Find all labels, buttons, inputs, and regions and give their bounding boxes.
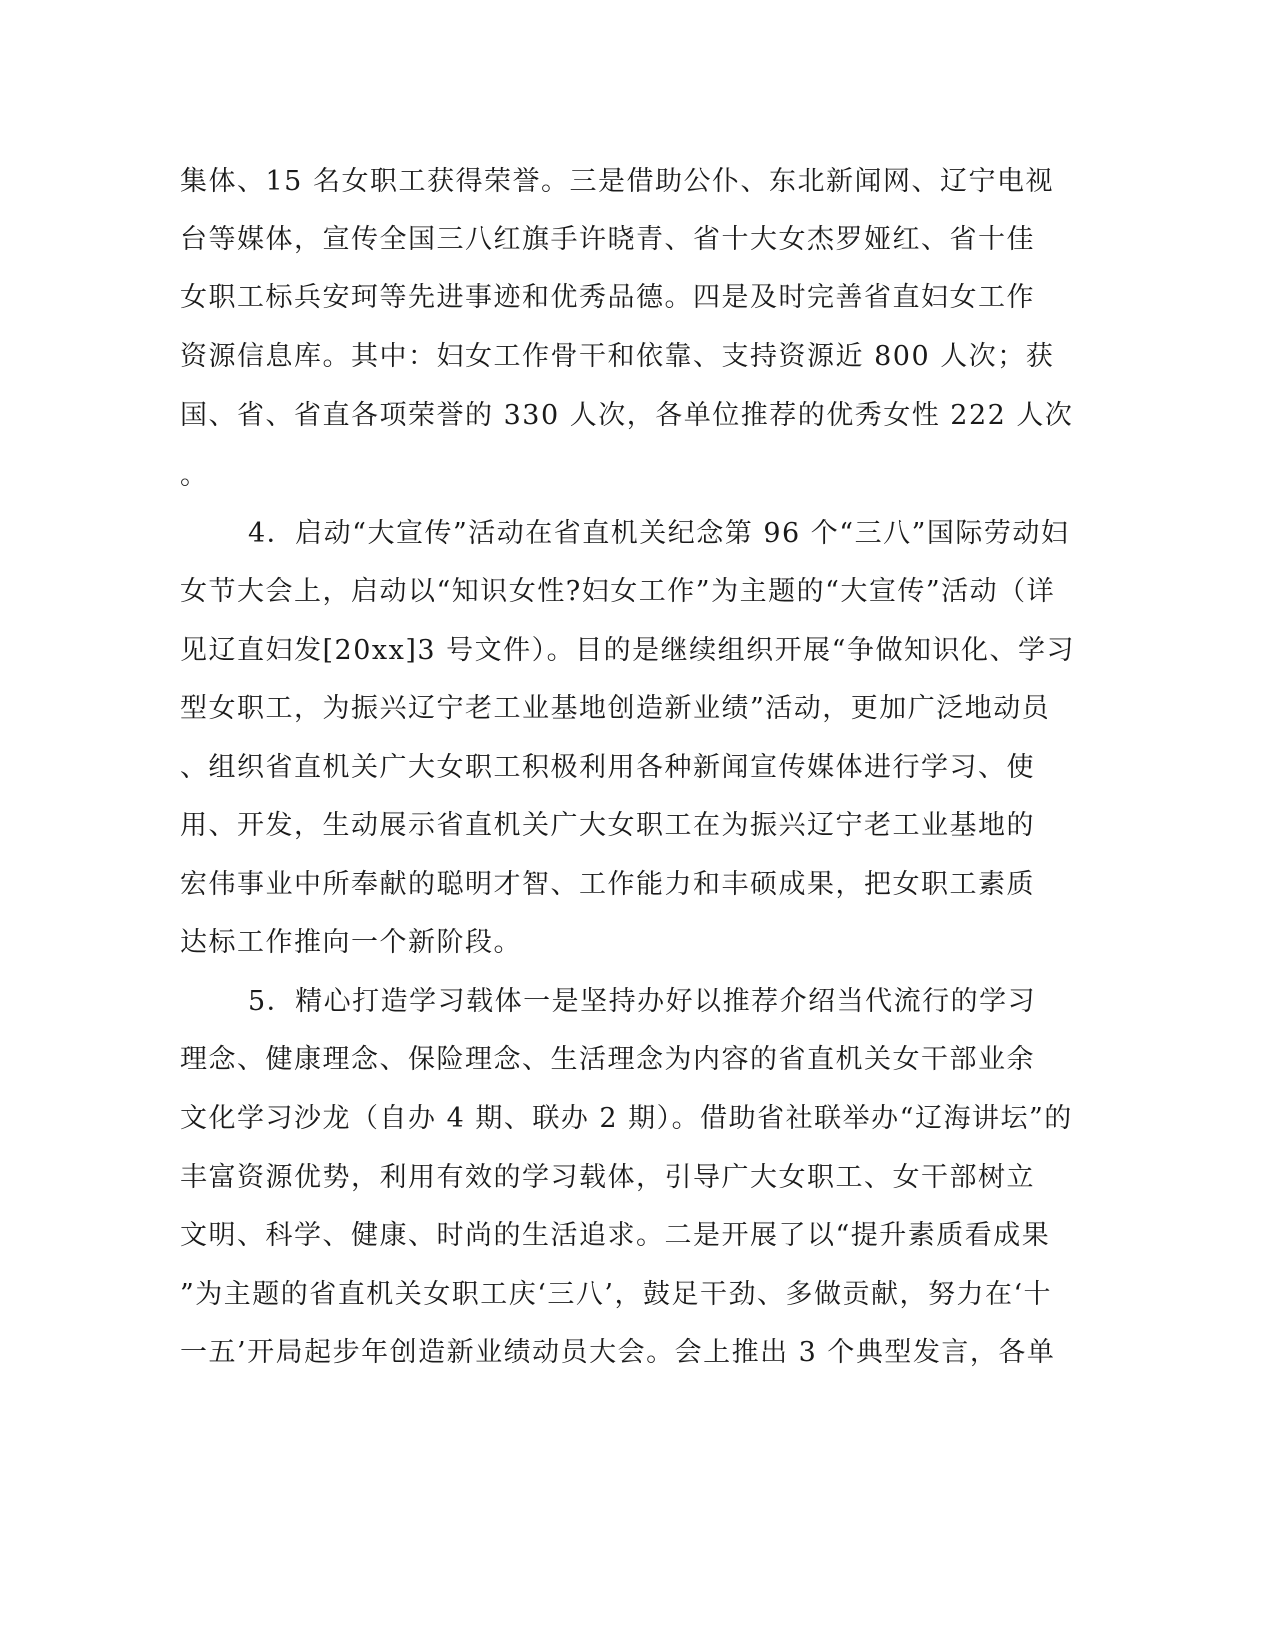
text-line: 台等媒体，宣传全国三八红旗手许晓青、省十大女杰罗娅红、省十佳 (180, 224, 1035, 255)
text-line: 宏伟事业中所奉献的聪明才智、工作能力和丰硕成果，把女职工素质 (180, 869, 1035, 900)
text-line: 。 (180, 460, 209, 491)
text-line: 女职工标兵安珂等先进事迹和优秀品德。四是及时完善省直妇女工作 (180, 282, 1035, 313)
text-line: 女节大会上，启动以“知识女性?妇女工作”为主题的“大宣传”活动（详 (180, 576, 1056, 607)
text-line: 集体、15 名女职工获得荣誉。三是借助公仆、东北新闻网、辽宁电视 (180, 166, 1054, 197)
paragraph-4-first-line: 4．启动“大宣传”活动在省直机关纪念第 96 个“三八”国际劳动妇 (248, 518, 1070, 549)
text-line: 资源信息库。其中：妇女工作骨干和依靠、支持资源近 800 人次；获 (180, 341, 1055, 372)
text-line: 文明、科学、健康、时尚的生活追求。二是开展了以“提升素质看成果 (180, 1220, 1051, 1251)
text-line: 达标工作推向一个新阶段。 (180, 927, 522, 958)
text-line: 理念、健康理念、保险理念、生活理念为内容的省直机关女干部业余 (180, 1044, 1035, 1075)
text-line: 文化学习沙龙（自办 4 期、联办 2 期）。借助省社联举办“辽海讲坛”的 (180, 1103, 1073, 1134)
text-line: 见辽直妇发[20xx]3 号文件）。目的是继续组织开展“争做知识化、学习 (180, 635, 1075, 666)
text-line: 用、开发，生动展示省直机关广大女职工在为振兴辽宁老工业基地的 (180, 810, 1035, 841)
text-line: 丰富资源优势，利用有效的学习载体，引导广大女职工、女干部树立 (180, 1162, 1035, 1193)
text-line: 国、省、省直各项荣誉的 330 人次，各单位推荐的优秀女性 222 人次 (180, 400, 1074, 431)
text-line: ”为主题的省直机关女职工庆‘三八’，鼓足干劲、多做贡献，努力在‘十 (180, 1279, 1053, 1310)
text-line: 型女职工，为振兴辽宁老工业基地创造新业绩”活动，更加广泛地动员 (180, 693, 1051, 724)
text-line: 、组织省直机关广大女职工积极利用各种新闻宣传媒体进行学习、使 (180, 752, 1035, 783)
paragraph-5-first-line: 5．精心打造学习载体一是坚持办好以推荐介绍当代流行的学习 (248, 986, 1037, 1017)
text-line: 一五’开局起步年创造新业绩动员大会。会上推出 3 个典型发言，各单 (180, 1337, 1056, 1368)
